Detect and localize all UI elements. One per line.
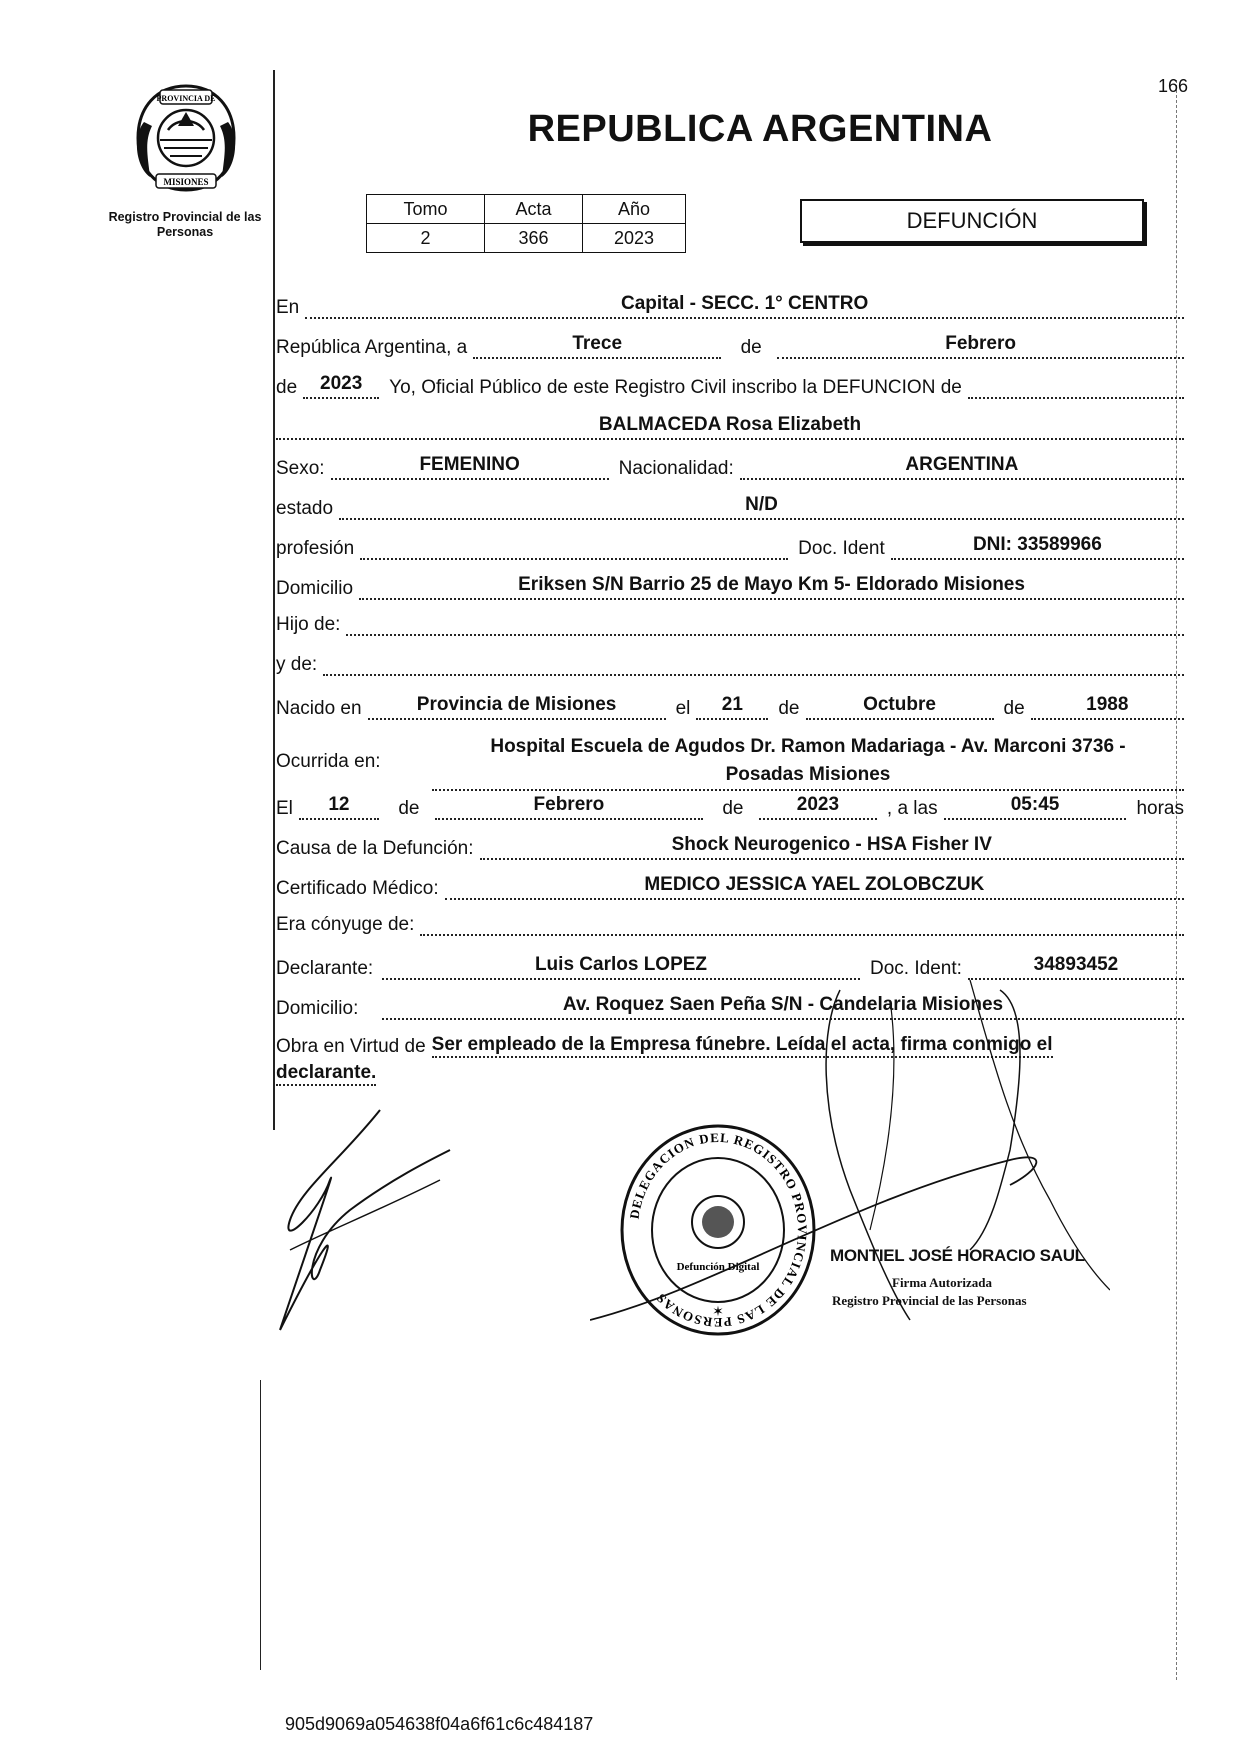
acta-value: 366 (485, 224, 583, 253)
nac-de-label-2: de (1003, 698, 1025, 719)
nac-de-label-1: de (778, 698, 800, 719)
ocurrida-value (432, 733, 1184, 791)
declarante-label: Declarante: (276, 958, 374, 979)
dia-texto-value: Trece (473, 333, 721, 359)
registry-table (366, 194, 686, 253)
y-de-value (323, 672, 1184, 676)
declarante-value: Luis Carlos LOPEZ (382, 954, 860, 980)
de-label-1: de (740, 337, 762, 358)
en-label: En (276, 297, 300, 318)
doc-value: DNI: 33589966 (891, 534, 1184, 560)
sexo-label: Sexo: (276, 458, 325, 479)
def-dia-value: 12 (299, 794, 379, 820)
row-certificado (276, 874, 1184, 900)
def-de-label-1: de (398, 798, 420, 819)
intro-text: Yo, Oficial Público de este Registro Civil inscribo la DEFUNCION de (389, 377, 962, 398)
document-hash: 905d9069a054638f04a6f61c6c484187 (285, 1714, 594, 1734)
decl-domicilio-label: Domicilio: (276, 998, 359, 1019)
row-y-de (276, 654, 1184, 676)
lugar-value: Capital - SECC. 1° CENTRO (305, 293, 1184, 319)
profesion-value (360, 556, 788, 560)
decl-domicilio-value: Av. Roquez Saen Peña S/N - Candelaria Misiones (382, 994, 1184, 1020)
y-de-label: y de: (276, 654, 318, 675)
row-profesion (276, 534, 1184, 560)
horas-label: horas (1136, 798, 1184, 819)
row-defuncion-fecha (276, 794, 1184, 820)
de-label-2: de (276, 377, 298, 398)
seal-ring-text: DELEGACION DEL REGISTRO PROVINCIAL DE LAS PERSONAS (626, 1129, 811, 1331)
estado-value: N/D (339, 494, 1184, 520)
profesion-label: profesión (276, 538, 355, 559)
ocurrida-linea-1: Hospital Escuela de Agudos Dr. Ramon Madariaga - Av. Marconi 3736 - (490, 736, 1126, 757)
registry-name: Registro Provincial de las Personas (108, 210, 262, 239)
row-nacido (276, 694, 1184, 720)
republica-label: República Argentina, a (276, 337, 468, 358)
el-label-2: El (276, 798, 293, 819)
conyuge-value (420, 932, 1184, 936)
def-mes-value: Febrero (435, 794, 703, 820)
official-signature (590, 970, 1110, 1390)
causa-value: Shock Neurogenico - HSA Fisher IV (480, 834, 1184, 860)
logo-text-top: PROVINCIA DE (156, 94, 216, 103)
tomo-value: 2 (367, 224, 485, 253)
def-anio-value: 2023 (759, 794, 877, 820)
domicilio-value: Eriksen S/N Barrio 25 de Mayo Km 5- Eldorado Misiones (359, 574, 1184, 600)
def-de-label-2: de (722, 798, 744, 819)
decl-doc-label: Doc. Ident: (870, 958, 962, 979)
def-hora-value: 05:45 (944, 794, 1127, 820)
row-conyuge (276, 914, 1184, 936)
provincial-emblem-logo (130, 82, 242, 194)
conyuge-label: Era cónyuge de: (276, 914, 415, 935)
ocurrida-label: Ocurrida en: (276, 751, 381, 772)
hijo-value (346, 632, 1184, 636)
row-fecha (276, 333, 1184, 359)
obra-texto-2: declarante. (276, 1062, 376, 1086)
nacionalidad-label: Nacionalidad: (618, 458, 734, 479)
declarant-signature (260, 1100, 460, 1340)
decl-doc-value: 34893452 (968, 954, 1184, 980)
row-domicilio (276, 574, 1184, 600)
doc-label: Doc. Ident (798, 538, 885, 559)
logo-text-bottom: MISIONES (163, 177, 209, 187)
seal-star-icon: ✶ (712, 1303, 724, 1319)
anio-header: Año (583, 195, 686, 224)
nac-mes-value: Octubre (806, 694, 994, 720)
certificado-label: Certificado Médico: (276, 878, 439, 899)
tomo-header: Tomo (367, 195, 485, 224)
nacido-label: Nacido en (276, 698, 362, 719)
left-margin-line (273, 70, 275, 1130)
acta-header: Acta (485, 195, 583, 224)
nacionalidad-value: ARGENTINA (740, 454, 1184, 480)
row-causa (276, 834, 1184, 860)
row-hijo (276, 614, 1184, 636)
signer-office: Registro Provincial de las Personas (832, 1293, 1027, 1308)
left-margin-line-lower (260, 1380, 261, 1670)
obra-texto: Ser empleado de la Empresa fúnebre. Leída el acta, firma conmigo el (432, 1034, 1053, 1058)
ocurrida-linea-2: Posadas Misiones (725, 764, 891, 785)
record-type-box: DEFUNCIÓN (800, 199, 1144, 243)
nombre-value: BALMACEDA Rosa Elizabeth (276, 414, 1184, 440)
el-label: el (675, 698, 691, 719)
sexo-value: FEMENINO (331, 454, 609, 480)
nacido-lugar-value: Provincia de Misiones (368, 694, 666, 720)
anio-value: 2023 (583, 224, 686, 253)
causa-label: Causa de la Defunción: (276, 838, 474, 859)
anio-value: 2023 (303, 373, 379, 399)
row-ocurrida (276, 733, 1184, 791)
nac-dia-value: 21 (696, 694, 768, 720)
row-anio (276, 373, 1184, 399)
certificado-value: MEDICO JESSICA YAEL ZOLOBCZUK (445, 874, 1184, 900)
signer-role: Firma Autorizada (892, 1275, 993, 1290)
seal-inner-text: Defunción Digital (676, 1261, 760, 1273)
obra-label: Obra en Virtud de (276, 1036, 426, 1057)
row-lugar (276, 293, 1184, 319)
row-estado (276, 494, 1184, 520)
domicilio-label: Domicilio (276, 578, 354, 599)
page-title: REPUBLICA ARGENTINA (527, 108, 993, 150)
intro-fill (968, 395, 1184, 399)
page-number: 166 (1158, 76, 1189, 96)
nac-anio-value: 1988 (1031, 694, 1184, 720)
estado-label: estado (276, 498, 334, 519)
hijo-label: Hijo de: (276, 614, 341, 635)
row-sexo (276, 454, 1184, 480)
mes-value: Febrero (777, 333, 1184, 359)
signer-name: MONTIEL JOSÉ HORACIO SAUL (830, 1246, 1085, 1265)
alas-label: , a las (886, 798, 938, 819)
row-nombre (276, 414, 1184, 440)
